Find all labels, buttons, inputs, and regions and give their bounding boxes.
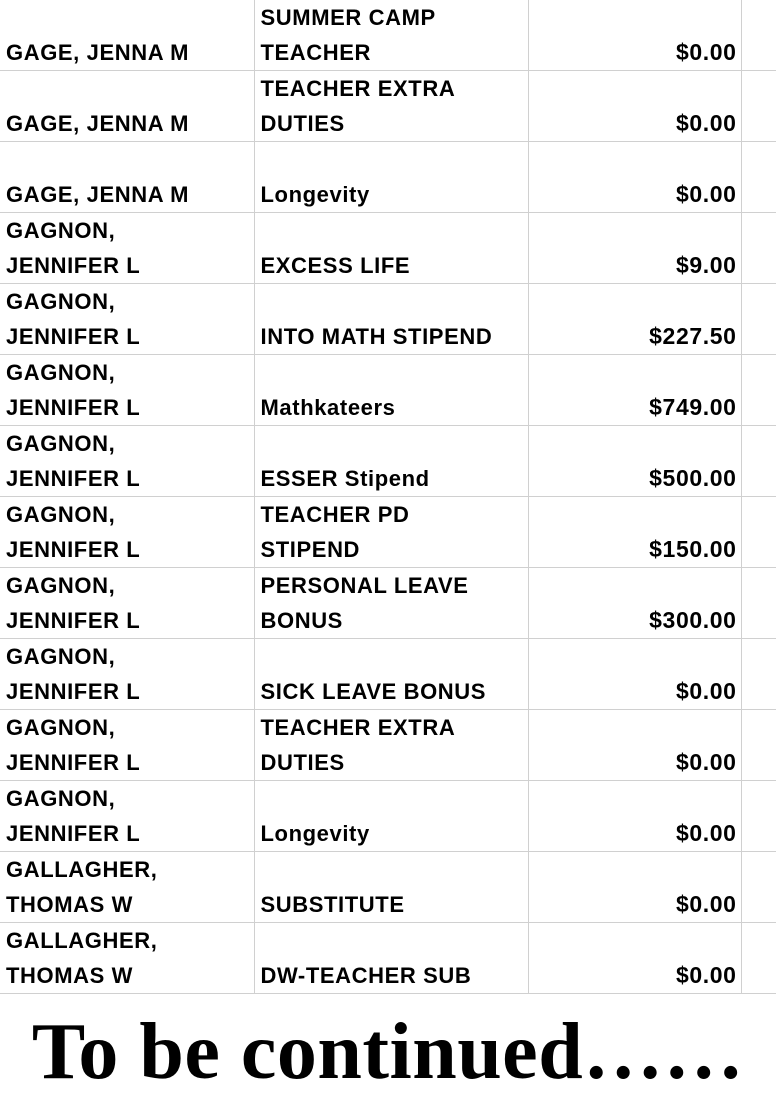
pay-description: TEACHER EXTRA DUTIES — [260, 76, 456, 136]
employee-name: GAGE, JENNA M — [6, 40, 190, 65]
table-row — [0, 213, 776, 284]
table-row — [0, 497, 776, 568]
pay-description-cell — [254, 852, 528, 923]
table-row — [0, 710, 776, 781]
to-be-continued-footer: To be continued…… — [31, 1008, 745, 1096]
pay-description-cell — [254, 710, 528, 781]
empty-cell — [741, 852, 776, 923]
empty-cell — [741, 0, 776, 71]
pay-description: SUBSTITUTE — [260, 892, 405, 917]
empty-cell — [741, 355, 776, 426]
pay-description: EXCESS LIFE — [260, 253, 411, 278]
amount-cell: $0.00 — [528, 710, 741, 781]
table-row — [0, 781, 776, 852]
amount-cell: $9.00 — [528, 213, 741, 284]
employee-name-cell — [0, 568, 254, 639]
pay-description: SICK LEAVE BONUS — [260, 679, 487, 704]
pay-description-cell — [254, 568, 528, 639]
table-row — [0, 142, 776, 213]
table-row — [0, 852, 776, 923]
amount-cell: $0.00 — [528, 639, 741, 710]
empty-cell — [741, 639, 776, 710]
empty-cell — [741, 213, 776, 284]
pay-description-cell — [254, 639, 528, 710]
employee-name-cell — [0, 923, 254, 994]
amount-cell: $0.00 — [528, 0, 741, 71]
pay-description-cell — [254, 284, 528, 355]
amount-cell: $300.00 — [528, 568, 741, 639]
pay-description: ESSER Stipend — [260, 466, 430, 491]
pay-description: SUMMER CAMP TEACHER — [260, 5, 436, 65]
employee-name: GAGNON, JENNIFER L — [6, 218, 141, 278]
employee-name: GAGE, JENNA M — [6, 182, 190, 207]
amount-cell: $150.00 — [528, 497, 741, 568]
employee-name-cell — [0, 426, 254, 497]
amount-cell: $0.00 — [528, 71, 741, 142]
table-row — [0, 426, 776, 497]
employee-name: GALLAGHER, THOMAS W — [6, 857, 158, 917]
table-row — [0, 568, 776, 639]
employee-name: GAGE, JENNA M — [6, 111, 190, 136]
employee-name-cell — [0, 284, 254, 355]
employee-name-cell — [0, 852, 254, 923]
employee-name: GAGNON, JENNIFER L — [6, 786, 141, 846]
amount-cell: $749.00 — [528, 355, 741, 426]
table-row — [0, 639, 776, 710]
employee-name: GAGNON, JENNIFER L — [6, 644, 141, 704]
amount-cell: $0.00 — [528, 142, 741, 213]
pay-description: TEACHER PD STIPEND — [260, 502, 410, 562]
pay-description-cell — [254, 0, 528, 71]
employee-name-cell — [0, 781, 254, 852]
pay-description: DW-TEACHER SUB — [260, 963, 472, 988]
table-row — [0, 355, 776, 426]
employee-name-cell — [0, 213, 254, 284]
table-row — [0, 284, 776, 355]
empty-cell — [741, 568, 776, 639]
amount-cell: $0.00 — [528, 781, 741, 852]
employee-name-cell — [0, 355, 254, 426]
pay-description: Mathkateers — [260, 395, 396, 420]
pay-description: Longevity — [260, 821, 370, 846]
amount-cell: $0.00 — [528, 852, 741, 923]
employee-name-cell — [0, 497, 254, 568]
pay-description: Longevity — [260, 182, 370, 207]
pay-description: INTO MATH STIPEND — [260, 324, 493, 349]
pay-description-cell — [254, 781, 528, 852]
pay-description-cell — [254, 71, 528, 142]
employee-name: GAGNON, JENNIFER L — [6, 573, 141, 633]
amount-cell: $500.00 — [528, 426, 741, 497]
table-row — [0, 0, 776, 71]
empty-cell — [741, 781, 776, 852]
empty-cell — [741, 497, 776, 568]
table-row — [0, 71, 776, 142]
employee-name: GAGNON, JENNIFER L — [6, 715, 141, 775]
pay-description-cell — [254, 426, 528, 497]
employee-name: GAGNON, JENNIFER L — [6, 360, 141, 420]
empty-cell — [741, 923, 776, 994]
employee-name-cell — [0, 710, 254, 781]
empty-cell — [741, 71, 776, 142]
empty-cell — [741, 284, 776, 355]
amount-cell: $227.50 — [528, 284, 741, 355]
pay-description: PERSONAL LEAVE BONUS — [260, 573, 469, 633]
employee-name: GAGNON, JENNIFER L — [6, 289, 141, 349]
pay-description: TEACHER EXTRA DUTIES — [260, 715, 456, 775]
pay-description-cell — [254, 497, 528, 568]
employee-name-cell — [0, 639, 254, 710]
empty-cell — [741, 426, 776, 497]
pay-description-cell — [254, 923, 528, 994]
amount-cell: $0.00 — [528, 923, 741, 994]
empty-cell — [741, 710, 776, 781]
employee-name: GAGNON, JENNIFER L — [6, 502, 141, 562]
employee-name-cell — [0, 142, 254, 213]
empty-cell — [741, 142, 776, 213]
pay-description-cell — [254, 355, 528, 426]
employee-name-cell — [0, 71, 254, 142]
table-row — [0, 923, 776, 994]
pay-description-cell — [254, 213, 528, 284]
employee-name: GALLAGHER, THOMAS W — [6, 928, 158, 988]
employee-name: GAGNON, JENNIFER L — [6, 431, 141, 491]
pay-description-cell — [254, 142, 528, 213]
employee-name-cell — [0, 0, 254, 71]
